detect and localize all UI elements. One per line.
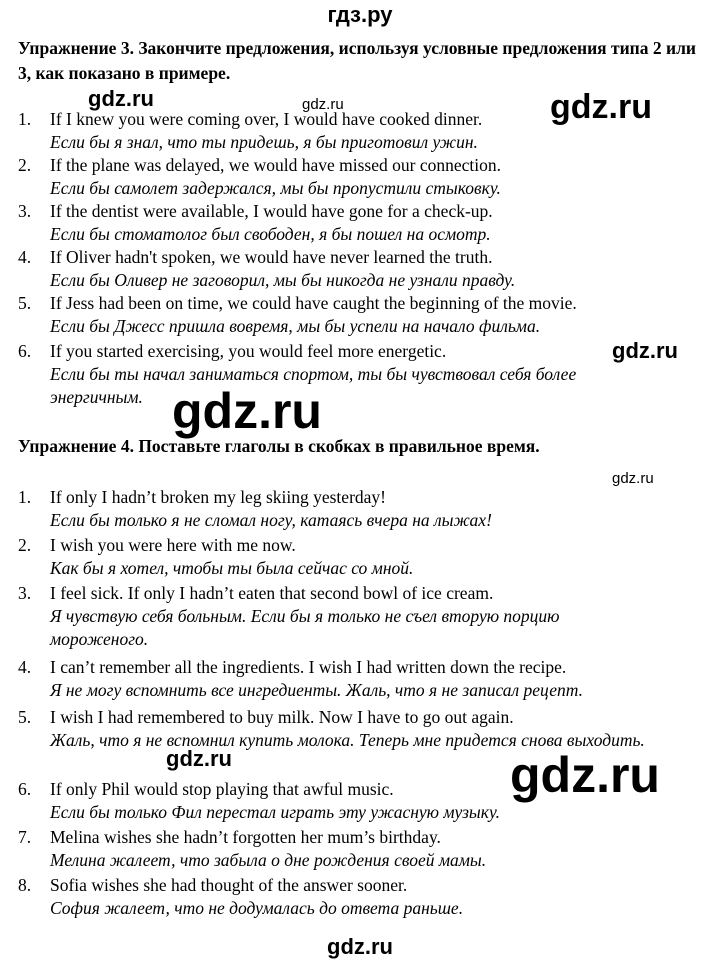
english-sentence: I wish you were here with me now. bbox=[50, 535, 296, 555]
english-sentence: If the plane was delayed, we would have missed our connection. bbox=[50, 155, 501, 175]
russian-translation: Если бы Джесс пришла вовремя, мы бы успели на начало фильма. bbox=[50, 316, 541, 336]
english-sentence: If only Phil would stop playing that awful music. bbox=[50, 779, 394, 799]
ex4-item-3 bbox=[18, 582, 658, 651]
site-header: гдз.ру bbox=[327, 2, 393, 27]
english-sentence: I can’t remember all the ingredients. I wish I had written down the recipe. bbox=[50, 657, 567, 677]
russian-translation: Я не могу вспомнить все ингредиенты. Жаль, что я не записал рецепт. bbox=[50, 680, 583, 700]
russian-translation: Жаль, что я не вспомнил купить молока. Теперь мне придется снова выходить. bbox=[50, 730, 645, 750]
watermark: gdz.ru bbox=[302, 96, 344, 113]
ex4-item-2 bbox=[18, 534, 708, 580]
russian-translation: Как бы я хотел, чтобы ты была сейчас со мной. bbox=[50, 558, 414, 578]
english-sentence: If only I hadn’t broken my leg skiing yesterday! bbox=[50, 487, 386, 507]
russian-translation: Если бы стоматолог был свободен, я бы пошел на осмотр. bbox=[50, 224, 491, 244]
russian-translation: Если бы ты начал заниматься спортом, ты бы чувствовал себя более энергичным. bbox=[50, 364, 577, 407]
ex3-item-5 bbox=[18, 292, 708, 338]
russian-translation: Если бы только я не сломал ногу, катаясь вчера на лыжах! bbox=[50, 510, 492, 530]
english-sentence: I feel sick. If only I hadn’t eaten that second bowl of ice cream. bbox=[50, 583, 494, 603]
item-number: 3. bbox=[18, 583, 32, 603]
item-number: 4. bbox=[18, 247, 32, 267]
russian-translation: София жалеет, что не додумалась до ответа раньше. bbox=[50, 898, 464, 918]
english-sentence: Melina wishes she hadn’t forgotten her mum’s birthday. bbox=[50, 827, 441, 847]
item-number: 6. bbox=[18, 341, 32, 361]
exercise-4-heading: Упражнение 4. Поставьте глаголы в скобках в правильное время. bbox=[18, 436, 540, 456]
english-sentence: If Jess had been on time, we could have caught the beginning of the movie. bbox=[50, 293, 577, 313]
ex4-item-4 bbox=[18, 656, 708, 702]
russian-translation: Если бы только Фил перестал играть эту ужасную музыку. bbox=[50, 802, 500, 822]
ex3-item-6 bbox=[18, 340, 648, 409]
item-number: 3. bbox=[18, 201, 32, 221]
item-number: 6. bbox=[18, 779, 32, 799]
english-sentence: If Oliver hadn't spoken, we would have never learned the truth. bbox=[50, 247, 493, 267]
english-sentence: If you started exercising, you would feel more energetic. bbox=[50, 341, 447, 361]
watermark: gdz.ru bbox=[510, 747, 660, 803]
item-number: 1. bbox=[18, 109, 32, 129]
watermark: gdz.ru bbox=[172, 383, 322, 439]
russian-translation: Мелина жалеет, что забыла о дне рождения своей мамы. bbox=[50, 850, 487, 870]
watermark: gdz.ru bbox=[550, 88, 652, 126]
ex4-item-7 bbox=[18, 826, 708, 872]
item-number: 7. bbox=[18, 827, 32, 847]
russian-translation: Я чувствую себя больным. Если бы я только не съел вторую порцию мороженого. bbox=[50, 606, 560, 649]
russian-translation: Если бы Оливер не заговорил, мы бы никогда не узнали правду. bbox=[50, 270, 516, 290]
item-number: 4. bbox=[18, 657, 32, 677]
english-sentence: Sofia wishes she had thought of the answer sooner. bbox=[50, 875, 408, 895]
item-number: 8. bbox=[18, 875, 32, 895]
item-number: 1. bbox=[18, 487, 32, 507]
english-sentence: If I knew you were coming over, I would have cooked dinner. bbox=[50, 109, 483, 129]
watermark: gdz.ru bbox=[612, 470, 654, 487]
ex4-item-1 bbox=[18, 486, 708, 532]
watermark: gdz.ru bbox=[166, 746, 232, 771]
ex3-item-3 bbox=[18, 200, 708, 246]
ex3-item-2 bbox=[18, 154, 708, 200]
item-number: 2. bbox=[18, 155, 32, 175]
english-sentence: If the dentist were available, I would have gone for a check-up. bbox=[50, 201, 493, 221]
exercise-3-heading: Упражнение 3. Закончите предложения, используя условные предложения типа 2 или 3, как показано в примере. bbox=[18, 38, 696, 83]
site-footer: gdz.ru bbox=[327, 934, 393, 959]
russian-translation: Если бы самолет задержался, мы бы пропустили стыковку. bbox=[50, 178, 501, 198]
item-number: 5. bbox=[18, 293, 32, 313]
english-sentence: I wish I had remembered to buy milk. Now I have to go out again. bbox=[50, 707, 514, 727]
ex4-item-8 bbox=[18, 874, 708, 920]
watermark: gdz.ru bbox=[88, 86, 154, 111]
item-number: 5. bbox=[18, 707, 32, 727]
item-number: 2. bbox=[18, 535, 32, 555]
watermark: gdz.ru bbox=[612, 338, 678, 363]
ex3-item-4 bbox=[18, 246, 708, 292]
russian-translation: Если бы я знал, что ты придешь, я бы приготовил ужин. bbox=[50, 132, 478, 152]
